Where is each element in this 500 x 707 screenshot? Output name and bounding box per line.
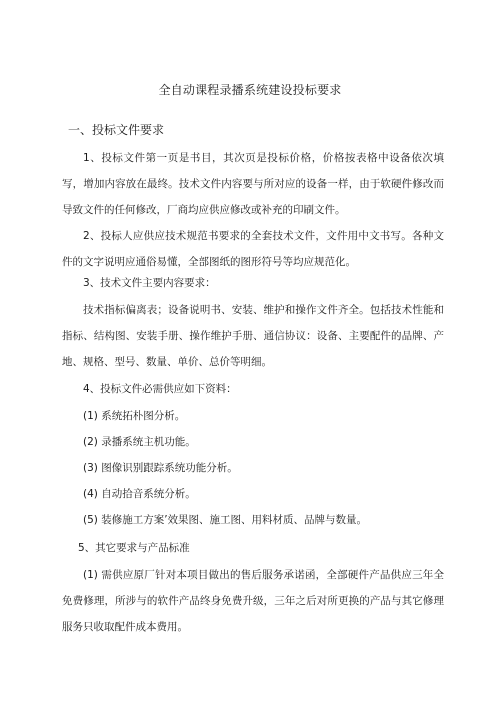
paragraph-7: (1) 需供应原厂针对本项目做出的售后服务承诺函，全部硬件产品供应三年全免费修理，所涉与的软件产品终身免费升级，三年之后对所更换的产品与其它修理服务只收取配件成本费用。 [62, 569, 444, 633]
paragraph-5: 4、投标文件必需供应如下资料： [83, 383, 237, 395]
list-item: (1) 系统拓朴图分析。 [83, 410, 186, 422]
list-item: (3) 图像识别跟踪系统功能分析。 [83, 462, 238, 474]
document-title: 全自动课程录播系统建设投标要求 [158, 83, 342, 97]
paragraph-4: 技术指标偏离表；设备说明书、安装、维护和操作文件齐全。包括技术性能和指标、结构图、安装手册、操作维护手册、通信协议：设备、主要配件的品牌、产地、规格、型号、数量、单价、总价等明细。 [62, 304, 444, 368]
section-heading: 一、投标文件要求 [68, 123, 165, 137]
paragraph-2: 2、投标人应供应技术规范书要求的全套技术文件，文件用中文书写。各种文件的文字说明应通俗易懂，全部图纸的图形符号等均应规范化。 [62, 230, 444, 268]
list-item: (4) 自动拾音系统分析。 [83, 488, 196, 500]
paragraph-3: 3、技术文件主要内容要求： [83, 277, 216, 289]
paragraph-6: 5、其它要求与产品标准 [78, 542, 190, 554]
list-item: (2) 录播系统主机功能。 [83, 436, 196, 448]
paragraph-1: 1、投标文件第一页是书目，其次页是投标价格，价格按表格中设备依次填写，增加内容放在最终。技术文件内容要与所对应的设备一样，由于软硬件修改而导致文件的任何修改，厂商均应供应修改或补充的印刷文件。 [62, 152, 444, 216]
list-item: (5) 装修施工方案’效果图、施工图、用料材质、品牌与数量。 [83, 514, 368, 526]
